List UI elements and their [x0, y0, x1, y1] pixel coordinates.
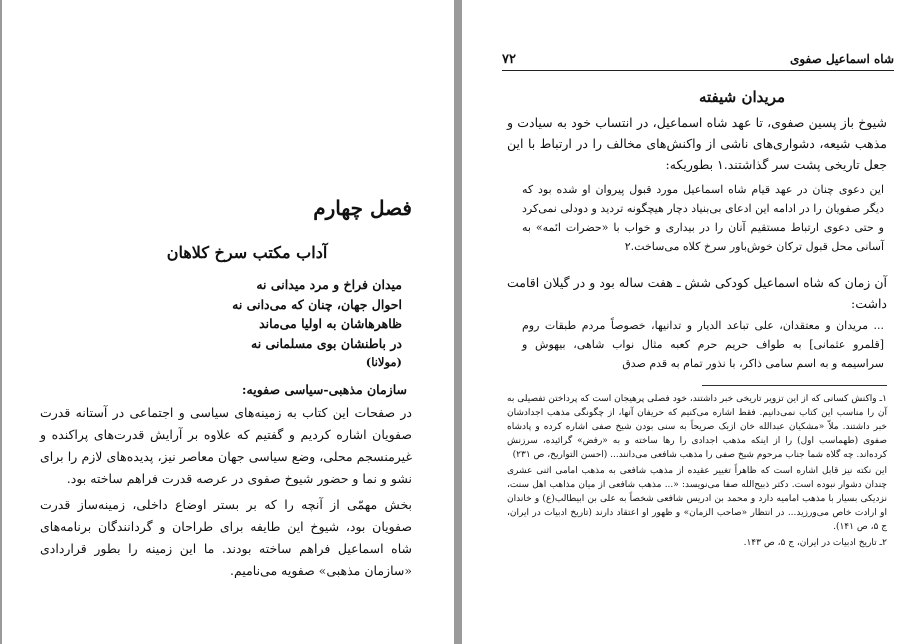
block-quote: ... مریدان و معتقدان، علی تباعد الدیار و تدانیها، خصوصاً مردم طبقات روم [قلمرو عثمانی] به طواف حریم حرم کعبه مثال نواب شاهی، بیهوش و سراسیمه و به اسم سامی ذاکر، با نذور تمام به قدم صدق [522, 319, 884, 370]
running-header [502, 48, 894, 71]
block-quote: این دعوی چنان در عهد قیام شاه اسماعیل مورد قبول پیروان او شده بود که دیگر صفویان را در ادامه این ادعای بی‌بنیاد دچار هیچگونه تردید و دودلی نمی‌کرد و حتی دعوی ارتباط مستقیم آنان را در بیداری و خواب با «حضرات ائمه» به آسانی محل قبول ترکان خوش‌باور سرخ کلاه می‌ساخت.۲ [522, 183, 884, 253]
section-title: مریدان شیفته [698, 88, 785, 106]
section-heading: سازمان مذهبی-سیاسی صفویه: [241, 382, 407, 397]
poem-line: ظاهرهاشان به اولیا می‌ماند [259, 316, 402, 331]
chapter-subtitle: آداب مکتب سرخ کلاهان [166, 243, 328, 262]
poem-line: میدان فراخ و مرد میدانی نه [256, 277, 402, 292]
paragraph: بخش مهمّی از آنچه را که بر بستر اوضاع داخلی، زمینه‌ساز قدرت صفویان بود، شیوخ این طایفه برای طراحان و گردانندگان برنامه‌های شاه اسماعیل فراهم ساخته بودند. ما این زمینه را بطور قراردادی «سازمان مذهبی» صفویه می‌نامیم. [40, 497, 412, 578]
footnote-divider [702, 385, 887, 386]
page-number: ۷۲ [502, 52, 516, 67]
footnote: ۲ـ تاریخ ادبیات در ایران، ج ۵، ص ۱۴۳. [743, 538, 887, 548]
intro-paragraph: شیوخ باز پسین صفوی، تا عهد شاه اسماعیل، در انتساب خود به سیادت و مذهب شیعه، دشواری‌های ناشی از واکنش‌های مخالف را در ارتباط با این جعل تاریخی پشت سر گذاشتند.۱ بطوریکه: [507, 115, 887, 172]
left-page [2, 0, 454, 644]
right-page [462, 0, 923, 644]
poem [202, 275, 402, 373]
paragraph: در صفحات این کتاب به زمینه‌های سیاسی و اجتماعی در آستانه قدرت صفویان اشاره کردیم و گفتیم که علاوه بر آرایش قدرت‌های پراکنده و غیرمنسجم محلی، وضع سیاسی جهان معاصر نیز، پدیده‌های لازم را برای نشو و نما و حضور شیوخ صفوی در عرصه قدرت فراهم ساخته بود. [40, 405, 412, 486]
body-text [40, 402, 412, 586]
footnote: ۱ـ واکنش کسانی که از این تزویر تاریخی خبر داشتند، خود فصلی پرهیجان است که پرداختن تفصیلی به آن را مناسب این کتاب نمی‌دانیم. فقط اشاره می‌کنیم که حریفان آنها، از چگونگی مذهب اجدادشان خبر داشتند. ملاّ «مشکیان عبدالله خان ازبک صریحاً به سنی بودن شیخ صفی اشاره کرده و پادشاه صفوی (طهماسب اول) را از اینکه مذهب اجدادی را رها ساخته و به «رفض» گرائیده، سرزنش کرده‌اند. چه گلاه شما جناب مرحوم شیخ صفی را مذهب شافعی می‌دانند... (احسن التواریخ، ص ۲۳۱) [507, 394, 887, 460]
poem-line: احوال جهان، چنان که می‌دانی نه [232, 296, 402, 312]
chapter-title: فصل چهارم [313, 196, 412, 220]
poem-line: در باطنشان بوی مسلمانی نه [251, 335, 402, 351]
footnotes [507, 392, 887, 552]
footnote: این نکته نیز قابل اشاره است که ظاهراً تغییر عقیده از مذهب شافعی به مذهب امامی اثنی عشری چندان دشوار نبوده است. دکتر ذبیح‌الله صفا می‌نویسد: «... مذهب شافعی از میان مذاهب اهل سنت، نزدیکی بسیار با مذهب امامیه دارد و محمد بن ادریس شافعی شخصاً به علی بن ابیطالب(ع) و خاندان او ارادت خاص می‌ورزید... در انتظار «صاحب الزمان» و ظهور او اعتقاد دارند (تاریخ ادبیات در ایران، ج ۵، ص ۱۴۱). [507, 466, 887, 532]
poem-attribution: (مولانا) [365, 355, 402, 369]
running-title: شاه اسماعیل صفوی [789, 52, 894, 66]
paragraph: آن زمان که شاه اسماعیل کودکی شش ـ هفت ساله بود و در گیلان اقامت داشت: [507, 275, 887, 311]
